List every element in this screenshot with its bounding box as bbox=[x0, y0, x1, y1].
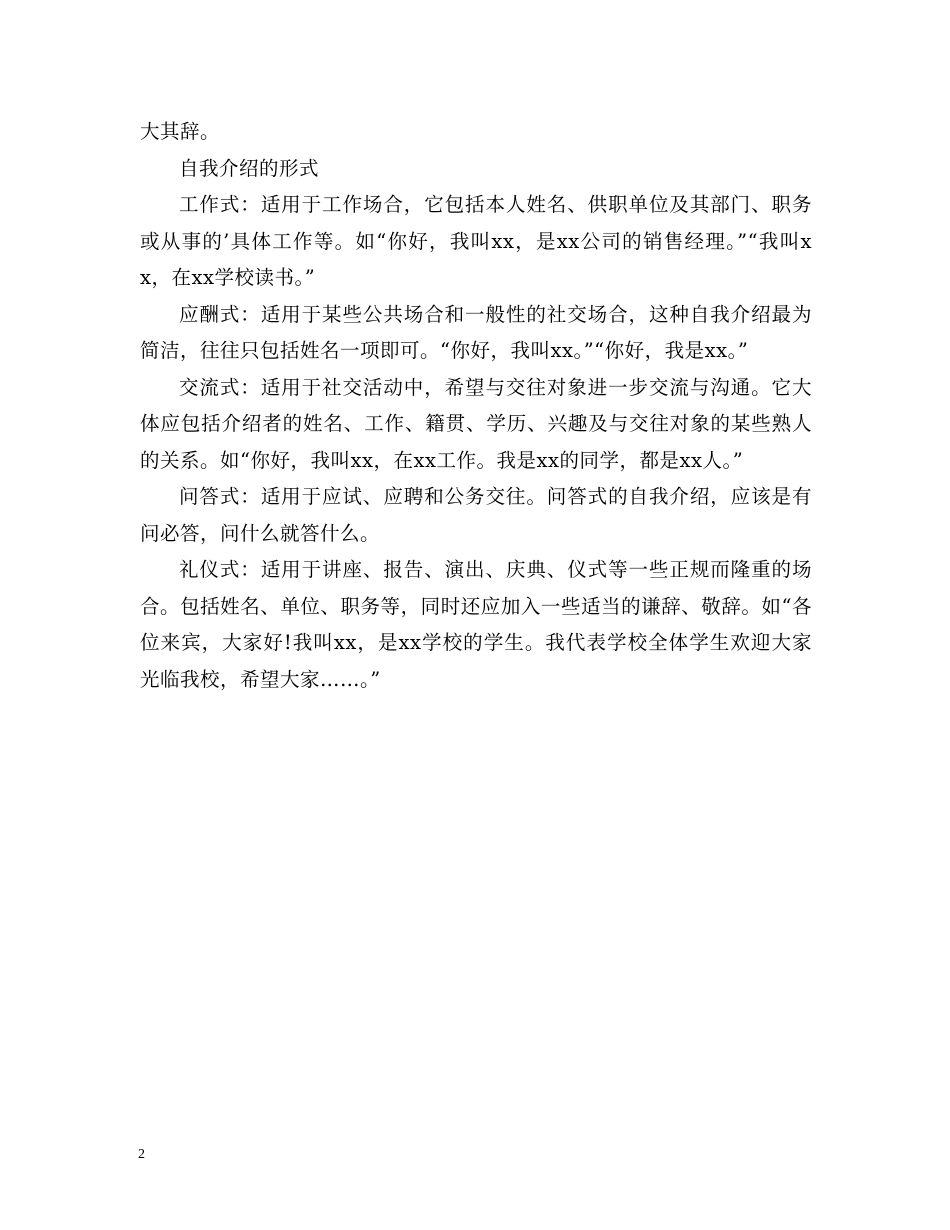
paragraph-work-style: 工作式：适用于工作场合，它包括本人姓名、供职单位及其部门、职务或从事的’具体工作等。如“你好，我叫xx，是xx公司的销售经理。”“我叫xx，在xx学校读书。” bbox=[140, 193, 812, 289]
section-heading: 自我介绍的形式 bbox=[179, 156, 320, 180]
paragraph-ceremony-style: 礼仪式：适用于讲座、报告、演出、庆典、仪式等一些正规而隆重的场合。包括姓名、单位、职务等，同时还应加入一些适当的谦辞、敬辞。如“各位来宾，大家好!我叫xx，是xx学校的学生。我代表学校全体学生欢迎大家光临我校，希望大家……。” bbox=[140, 558, 812, 691]
paragraph-exchange-style: 交流式：适用于社交活动中，希望与交往对象进一步交流与沟通。它大体应包括介绍者的姓名、工作、籍贯、学历、兴趣及与交往对象的某些熟人的关系。如“你好，我叫xx，在xx工作。我是xx的同学，都是xx人。” bbox=[140, 375, 812, 472]
paragraph-qa-style: 问答式：适用于应试、应聘和公务交往。问答式的自我介绍，应该是有问必答，问什么就答什么。 bbox=[140, 485, 812, 545]
page-number: 2 bbox=[138, 1147, 145, 1162]
body-text bbox=[140, 114, 812, 698]
paragraph-social-style: 应酬式：适用于某些公共场合和一般性的社交场合，这种自我介绍最为简洁，往往只包括姓名一项即可。“你好，我叫xx。”“你好，我是xx。” bbox=[140, 302, 812, 362]
paragraph-continuation: 大其辞。 bbox=[140, 120, 221, 143]
